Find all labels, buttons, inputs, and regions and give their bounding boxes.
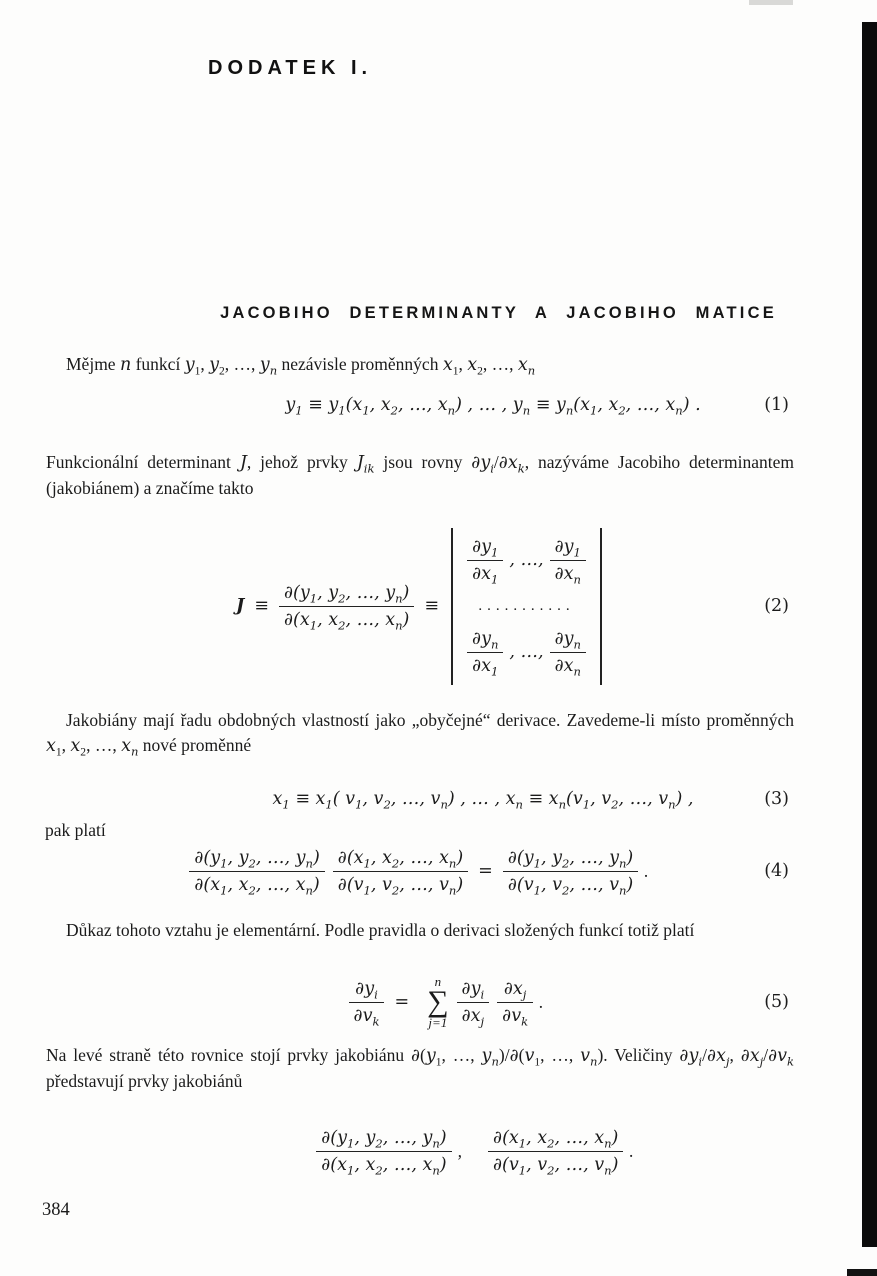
fraction-numerator: $\partial y_n$ (467, 628, 503, 653)
sum-lower-limit: j=1 (428, 1015, 448, 1031)
fraction-denominator: $\partial(v_1$, $v_2$, …, $v_n$) (493, 1154, 619, 1177)
equation-3-number: (3) (764, 788, 789, 809)
equation-1-number: (1) (764, 394, 789, 415)
scan-smudge (749, 0, 793, 5)
fraction-dyn-dxn (550, 628, 586, 677)
fraction-dx-dv (333, 847, 468, 896)
fraction-denominator: $\partial v_k$ (353, 1005, 380, 1028)
fraction-denominator: $\partial x_1$ (472, 563, 499, 586)
equation-1-body: $y_1 \equiv y_1(x_1$, $x_2$, …, $x_n$) , … , $y_n \equiv y_n(x_1$, $x_2$, …, $x_n$) . (285, 395, 701, 418)
row-ellipsis: , …, (509, 642, 544, 662)
equation-5 (45, 962, 793, 1042)
fraction-numerator: $\partial(y_1$, $y_2$, …, $y_n$) (503, 847, 638, 872)
equation-2-number: (2) (764, 596, 789, 616)
fraction-numerator: $\partial(y_1$, $y_2$, …, $y_n$) (189, 847, 324, 872)
pak-plati-text: pak platí (45, 820, 106, 840)
equiv-sign: ≡ (424, 596, 440, 616)
fraction-dy-dx (316, 1127, 451, 1176)
fraction-numerator: $\partial y_1$ (467, 536, 503, 561)
fraction-numerator: $\partial(x_1$, $x_2$, …, $x_n$) (333, 847, 468, 872)
jacobian-fraction (279, 582, 414, 631)
page-number: 384 (42, 1200, 70, 1220)
fraction-dy1-dx1 (467, 536, 503, 585)
matrix-dots-row: ........... (478, 597, 575, 614)
fraction-numerator: $\partial y_n$ (550, 628, 586, 653)
sum-upper-limit: n (434, 973, 442, 989)
equation-3 (45, 788, 793, 812)
equals-sign: = (478, 861, 493, 881)
fraction-denominator: $\partial(x_1$, $x_2$, …, $x_n$) (283, 609, 410, 632)
paragraph-properties: Jakobiány mají řadu obdobných vlastností jako „obyčejné“ derivace. Zavedeme-li místo proměnných $x_1$, $x_2$, …, $x_n$ nové proměnné (46, 710, 794, 759)
equals-sign: = (394, 992, 410, 1012)
equation-5-number: (5) (764, 992, 789, 1012)
fraction-dyn-dx1 (467, 628, 503, 677)
fraction-dyi-dxj (457, 978, 490, 1027)
comma: , (457, 1140, 462, 1161)
jacobian-symbol: J (236, 596, 245, 616)
paragraph-lhs: Na levé straně této rovnice stojí prvky jakobiánu $\partial(y_1$, …, $y_n)/\partial(v_1$, …, $v_n$). Veličiny $\partial y_i/\partial x_j$, $\partial x_j/\partial v_k$ představují prvky jakobiánů (46, 1045, 795, 1091)
fraction-denominator: $\partial x_n$ (554, 655, 581, 678)
fraction-dy-dx (189, 847, 324, 896)
paragraph-proof: Důkaz tohoto vztahu je elementární. Podle pravidla o derivaci složených funkcí totiž platí (66, 920, 695, 940)
fraction-denominator: $\partial x_1$ (472, 655, 499, 678)
fraction-dy1-dxn (550, 536, 586, 585)
fraction-dy-dv (503, 847, 638, 896)
scan-corner-mark (847, 1269, 877, 1276)
sigma-sign: ∑ (427, 984, 449, 1018)
row-ellipsis: , …, (509, 550, 544, 570)
equiv-sign: ≡ (254, 596, 269, 616)
fraction-numerator: $\partial(x_1$, $x_2$, …, $x_n$) (488, 1127, 623, 1152)
period: . (629, 1140, 634, 1161)
fraction-numerator: $\partial y_i$ (349, 978, 385, 1003)
fraction-numerator: $\partial y_i$ (457, 978, 490, 1003)
fraction-dx-dv (488, 1127, 623, 1176)
paragraph-intro: Mějme n funkcí $y_1$, $y_2$, …, $y_n$ nezávisle proměnných $x_1$, $x_2$, …, $x_n$ (66, 354, 536, 378)
appendix-heading: DODATEK I. (208, 57, 373, 79)
equation-3-body: $x_1 \equiv x_1$( $v_1$, $v_2$, …, $v_n$) , … , $x_n \equiv x_n(v_1$, $v_2$, …, $v_n$) , (272, 789, 694, 812)
period: . (644, 860, 649, 881)
paragraph-definition: Funkcionální determinant J, jehož prvky $J_{ik}$ jsou rovny $\partial y_i/\partial x_k$, nazýváme Jacobiho determinantem (jakobiánem) a značíme takto (46, 452, 794, 498)
equation-4-number: (4) (764, 861, 789, 881)
fraction-numerator: $\partial(y_1$, $y_2$, …, $y_n$) (279, 582, 414, 607)
matrix-row-first (467, 536, 586, 585)
fraction-numerator: $\partial(y_1$, $y_2$, …, $y_n$) (316, 1127, 451, 1152)
equation-2 (45, 520, 793, 692)
fraction-numerator: $\partial y_1$ (550, 536, 586, 561)
equation-final (45, 1118, 793, 1184)
fraction-denominator: $\partial(v_1$, $v_2$, …, $v_n$) (337, 874, 464, 897)
section-title: JACOBIHO DETERMINANTY A JACOBIHO MATICE (220, 304, 777, 322)
period: . (539, 991, 544, 1012)
fraction-denominator: $\partial(x_1$, $x_2$, …, $x_n$) (321, 1154, 447, 1177)
fraction-numerator: $\partial x_j$ (497, 978, 533, 1003)
equation-4 (45, 838, 793, 904)
fraction-denominator: $\partial v_k$ (502, 1005, 529, 1028)
fraction-dyi-dvk (349, 978, 385, 1027)
matrix-row-last (467, 628, 586, 677)
summation (427, 975, 448, 1030)
scan-edge-bar (862, 22, 877, 1247)
fraction-denominator: $\partial(v_1$, $v_2$, …, $v_n$) (507, 874, 634, 897)
fraction-denominator: $\partial x_j$ (461, 1005, 485, 1028)
determinant-matrix (451, 528, 602, 685)
fraction-denominator: $\partial x_n$ (554, 563, 581, 586)
fraction-denominator: $\partial(x_1$, $x_2$, …, $x_n$) (194, 874, 320, 897)
fraction-dxj-dvk (497, 978, 533, 1027)
equation-1 (45, 394, 793, 418)
